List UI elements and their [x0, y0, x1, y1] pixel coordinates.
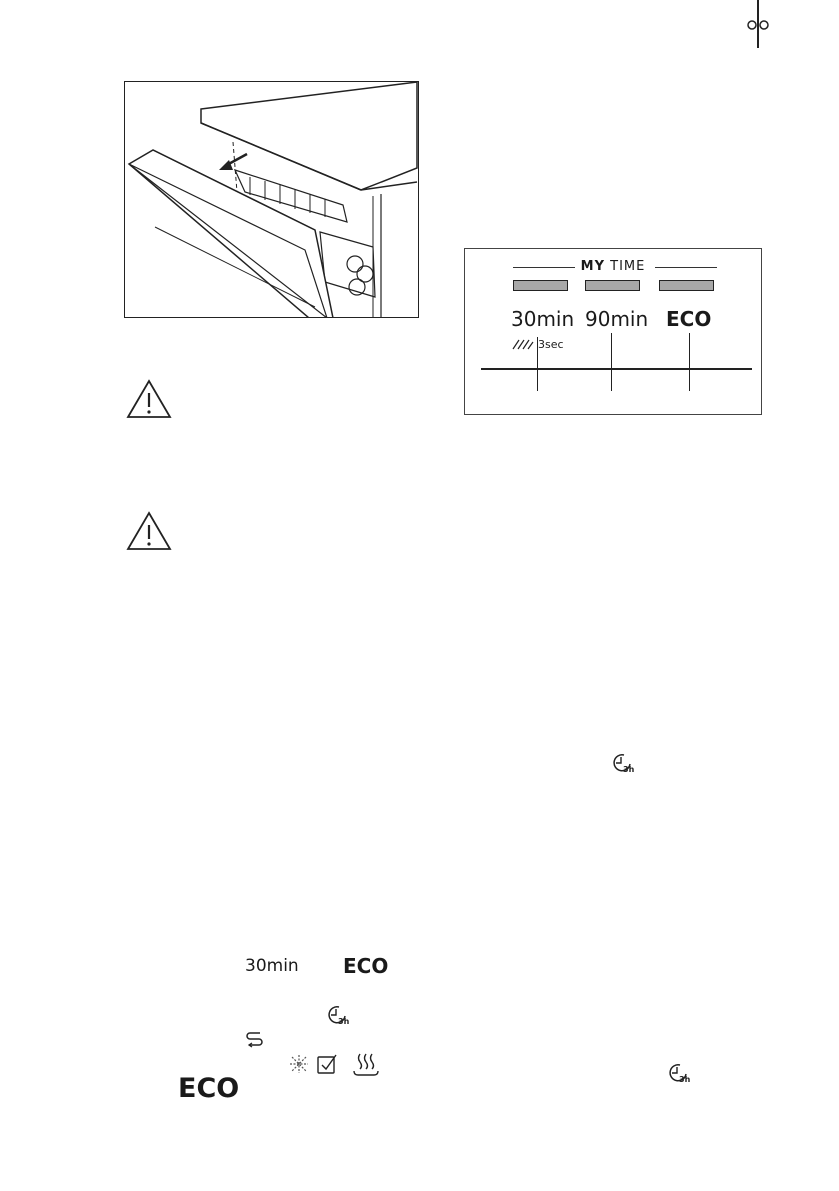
tablet-icon — [316, 1053, 338, 1075]
option-eco[interactable]: ECO — [666, 307, 712, 331]
sparkle-icon — [288, 1053, 310, 1075]
option-90min[interactable]: 90min — [585, 307, 649, 331]
led-eco — [659, 280, 714, 291]
cut-line — [0, 0, 839, 60]
shower-icon — [511, 337, 535, 351]
time-label: TIME — [610, 259, 646, 274]
delay-clock-icon — [610, 752, 636, 774]
warning-icon — [126, 379, 172, 419]
panel-baseline — [481, 368, 752, 370]
led-30min — [513, 280, 568, 291]
inline-eco-large: ECO — [178, 1073, 240, 1104]
swap-icon — [245, 1030, 265, 1048]
my-label: MY — [580, 259, 605, 274]
hold-hint: 3sec — [538, 338, 564, 351]
my-time-panel — [464, 248, 762, 415]
inline-eco: ECO — [343, 954, 389, 978]
dishwasher-illustration — [124, 81, 419, 318]
led-90min — [585, 280, 640, 291]
leader-line-30min — [537, 337, 538, 391]
clock-3h-label: 3h — [623, 765, 635, 774]
option-30min[interactable]: 30min — [511, 307, 575, 331]
clock-3h-label: 3h — [679, 1075, 691, 1084]
warning-icon — [126, 511, 172, 551]
delay-clock-icon — [666, 1062, 692, 1084]
leader-line-90min — [611, 333, 612, 391]
my-time-label — [465, 259, 761, 274]
delay-clock-icon — [325, 1004, 351, 1026]
inline-30min: 30min — [245, 956, 299, 976]
leader-line-eco — [689, 333, 690, 391]
heat-icon — [352, 1051, 380, 1077]
clock-3h-label: 3h — [338, 1017, 350, 1026]
